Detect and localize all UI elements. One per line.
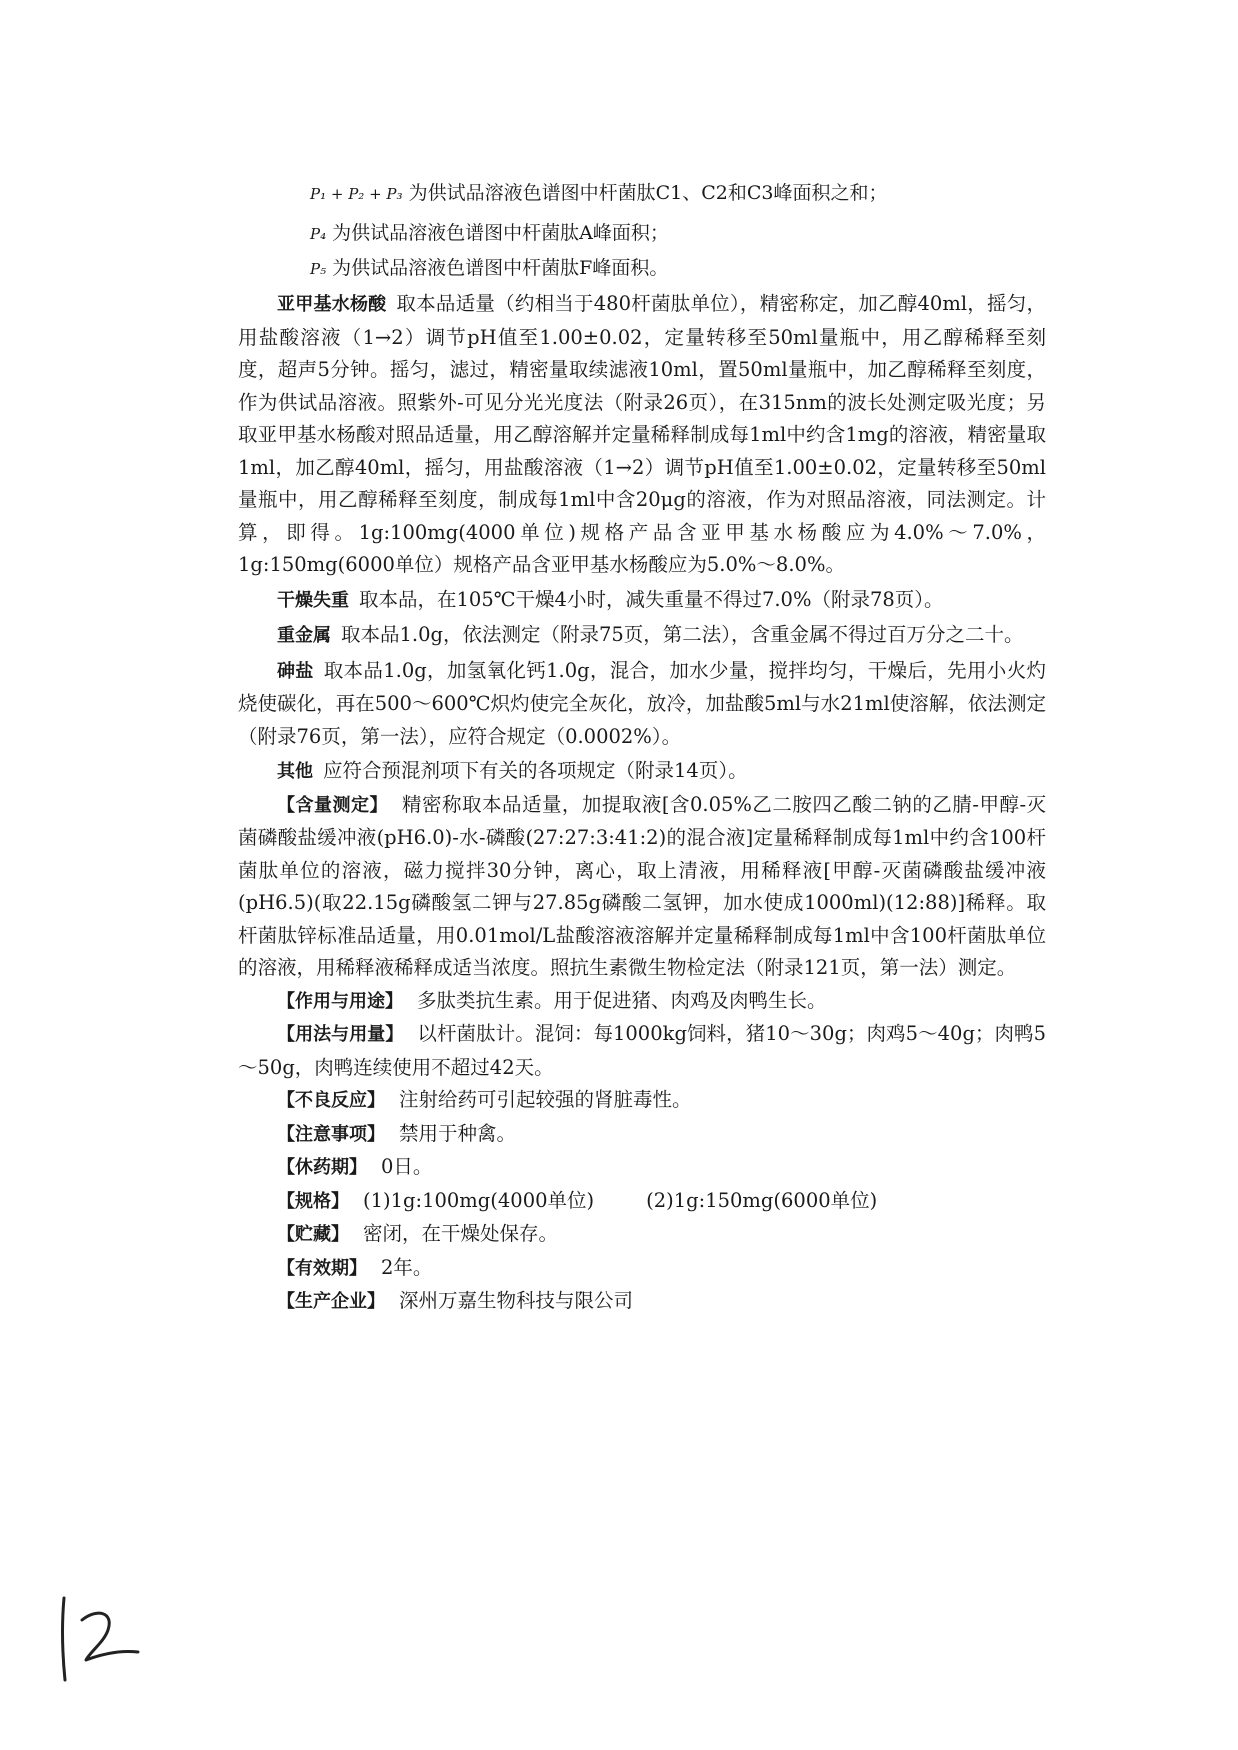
section-heading: 【 不良反应 】 xyxy=(277,1090,385,1111)
section-text: 以杆菌肽计。混饲：每1000kg饲料，猪10～30g；肉鸡5～40g；肉鸭5～50g，肉鸭连续使用不超过42天。 xyxy=(238,1022,1047,1079)
section-text: 密闭，在干燥处保存。 xyxy=(363,1222,559,1245)
test-methylene-salicylic-acid xyxy=(238,288,1046,582)
section-text: 禁用于种禽。 xyxy=(399,1121,517,1145)
section-text: 深州万嘉生物科技与限公司 xyxy=(399,1289,634,1312)
formula-variables: P₄ xyxy=(310,225,327,243)
formula-variables: P₅ xyxy=(310,260,327,278)
formula-variables: P₁ + P₂ + P₃ xyxy=(310,185,403,203)
section-dosage xyxy=(238,1018,1046,1084)
section-heading: 亚甲基水杨酸 xyxy=(277,294,387,315)
section-heading: 【 贮藏 】 xyxy=(277,1224,349,1245)
test-other xyxy=(238,755,1046,789)
section-heading: 【 规格 】 xyxy=(277,1191,349,1212)
section-text: 取本品适量（约相当于480杆菌肽单位），精密称定，加乙醇40ml，摇匀，用盐酸溶液（1→2）调节pH值至1.00±0.02，定量转移至50ml量瓶中，用乙醇稀释至刻度，超声5分钟。摇匀，滤过，精密量取续滤液10ml，置50ml量瓶中，加乙醇稀释至刻度，作为供试品溶液。照紫外-可见分光光度法（附录26页），在315nm的波长处测定吸光度；另取亚甲基水杨酸对照品适量，用乙醇溶解并定量稀释制成每1ml中约含1mg的溶液，精密量取1ml，加乙醇40ml，摇匀，用盐酸溶液（1→2）调节pH值至1.00±0.02，定量转移至50ml量瓶中，用乙醇稀释至刻度，制成每1ml中含20μg的溶液，作为对照品溶液，同法测定。计算，即得。1g:100mg(4000单位)规格产品含亚甲基水杨酸应为4.0%～7.0%，1g:150mg(6000单位）规格产品含亚甲基水杨酸应为5.0%～8.0%。 xyxy=(238,292,1047,576)
section-text: 精密称取本品适量，加提取液[含0.05%乙二胺四乙酸二钠的乙腈-甲醇-灭菌磷酸盐缓冲液(pH6.0)-水-磷酸(27:27:3:41:2)的混合液]定量稀释制成每1ml中约含100杆菌肽单位的溶液，磁力搅拌30分钟，离心，取上清液，用稀释液[甲醇-灭菌磷酸盐缓冲液(pH6.5)(取22.15g磷酸氢二钾与27.85g磷酸二氢钾，加水使成1000ml)(12:88)]稀释。取杆菌肽锌标准品适量，用0.01mol/L盐酸溶液溶解并定量稀释制成每1ml中含100杆菌肽单位的溶液，用稀释液稀释成适当浓度。照抗生素微生物检定法（附录121页，第一法）测定。 xyxy=(238,792,1047,979)
section-specification xyxy=(238,1185,1046,1219)
section-heading: 【 注意事项 】 xyxy=(277,1124,385,1145)
section-heading: 【 含量测定 】 xyxy=(277,795,388,816)
section-heading: 重金属 xyxy=(277,625,331,646)
section-text: 应符合预混剂项下有关的各项规定（附录14页）。 xyxy=(323,759,748,782)
section-storage xyxy=(238,1218,1046,1252)
test-heavy-metals xyxy=(238,619,1046,653)
section-indication xyxy=(238,985,1046,1019)
section-text: 注射给药可引起较强的肾脏毒性。 xyxy=(399,1088,692,1111)
section-adverse-reactions xyxy=(238,1084,1046,1118)
formula-line-1 xyxy=(310,180,887,207)
section-text: 取本品1.0g，加氢氧化钙1.0g，混合，加水少量，搅拌均匀，干燥后，先用小火灼烧使碳化，再在500～600℃炽灼使完全灰化，放冷，加盐酸5ml与水21ml使溶解，依法测定（附录76页，第一法），应符合规定（0.0002%）。 xyxy=(238,658,1046,748)
section-shelf-life xyxy=(238,1252,1046,1286)
section-precautions xyxy=(238,1118,1046,1152)
formula-description: 为供试品溶液色谱图中杆菌肽C1、C2和C3峰面积之和； xyxy=(408,182,888,204)
handwritten-page-number xyxy=(52,1590,142,1685)
test-loss-on-drying xyxy=(238,584,1046,618)
section-manufacturer xyxy=(238,1285,1046,1319)
section-heading: 其他 xyxy=(277,761,313,782)
formula-line-3 xyxy=(310,255,668,282)
spec-item-1: (1)1g:100mg(4000单位) xyxy=(363,1188,595,1212)
formula-line-2 xyxy=(310,220,669,247)
section-heading: 【 休药期 】 xyxy=(277,1157,367,1178)
formula-description: 为供试品溶液色谱图中杆菌肽A峰面积； xyxy=(332,222,669,244)
section-heading: 【 生产企业 】 xyxy=(277,1291,385,1312)
spec-item-2: (2)1g:150mg(6000单位) xyxy=(646,1188,878,1212)
section-heading: 【 用法与用量 】 xyxy=(277,1024,403,1045)
section-heading: 干燥失重 xyxy=(277,589,349,611)
section-text: 0日。 xyxy=(381,1155,433,1178)
assay-section xyxy=(238,789,1046,985)
formula-description: 为供试品溶液色谱图中杆菌肽F峰面积。 xyxy=(332,257,669,279)
section-text: 2年。 xyxy=(381,1255,433,1279)
section-heading: 【 有效期 】 xyxy=(277,1258,367,1279)
section-heading: 砷盐 xyxy=(277,660,314,682)
section-text: 取本品，在105℃干燥4小时，减失重量不得过7.0%（附录78页）。 xyxy=(359,587,944,611)
section-heading: 【 作用与用途 】 xyxy=(277,991,403,1012)
section-withdrawal-period xyxy=(238,1151,1046,1185)
main-text xyxy=(238,288,1046,1319)
test-arsenic xyxy=(238,655,1046,754)
section-text: 取本品1.0g，依法测定（附录75页，第二法），含重金属不得过百万分之二十。 xyxy=(341,623,1024,646)
section-text: 多肽类抗生素。用于促进猪、肉鸡及肉鸭生长。 xyxy=(417,988,827,1012)
